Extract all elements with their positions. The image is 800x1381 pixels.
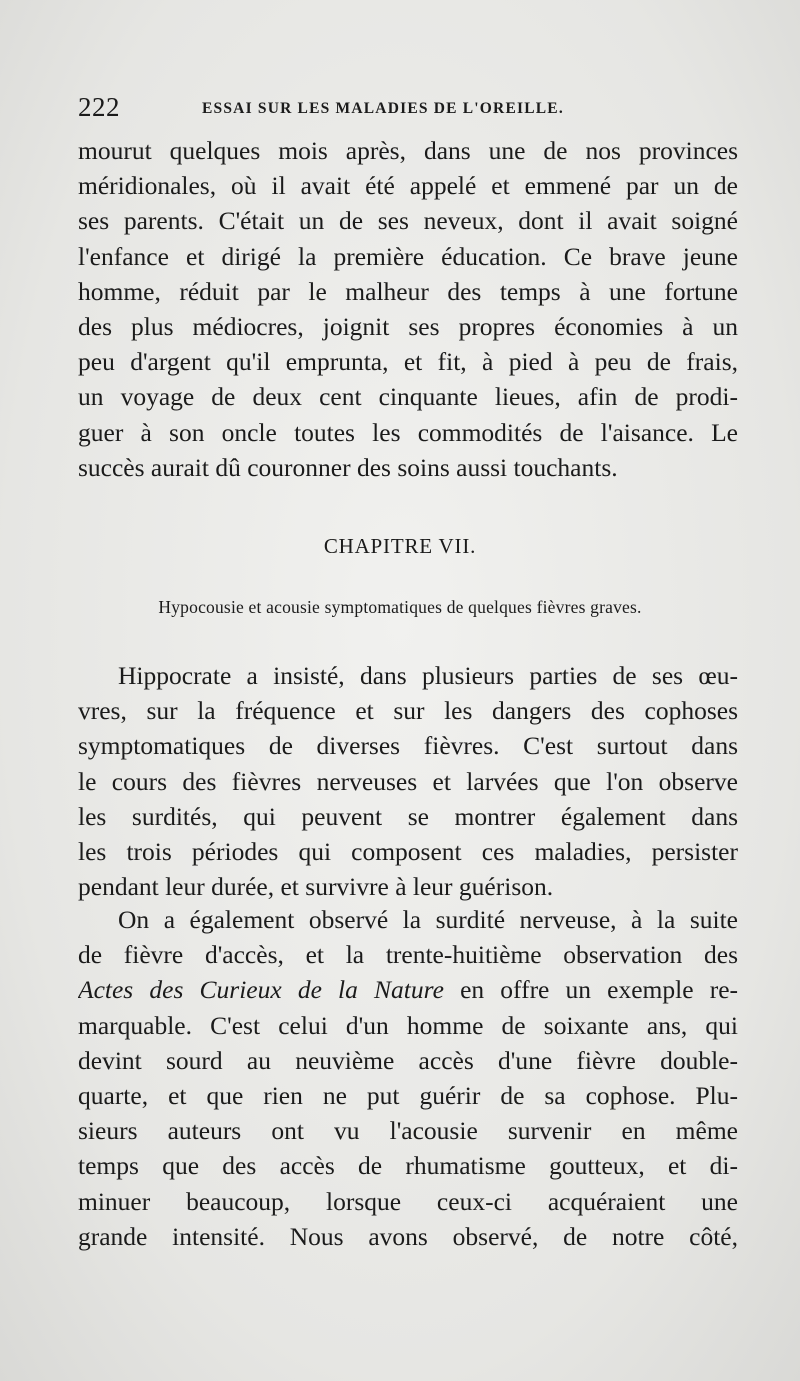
text-run: en offre un exemple re-: [443, 975, 738, 1005]
text-line: quarte, et que rien ne put guérir de sa cophose. Plu-: [78, 1081, 738, 1111]
text-line: grande intensité. Nous avons observé, de notre côté,: [78, 1221, 738, 1251]
italic-title: Actes des Curieux de la Nature: [78, 975, 444, 1005]
text-line: sieurs auteurs ont vu l'acousie survenir en même: [78, 1116, 738, 1146]
text-line: les trois périodes qui composent ces maladies, persister: [78, 837, 738, 867]
text-line: vres, sur la fréquence et sur les dangers des cophoses: [78, 696, 738, 726]
text-line: guer à son oncle toutes les commodités de l'aisance. Le: [78, 417, 738, 447]
text-line: peu d'argent qu'il emprunta, et fit, à pied à peu de frais,: [78, 347, 738, 377]
text-line: On a également observé la surdité nerveuse, à la suite: [118, 905, 738, 934]
page-number: 222: [78, 92, 120, 122]
text-line: les surdités, qui peuvent se montrer également dans: [78, 801, 738, 831]
running-title: ESSAI SUR LES MALADIES DE L'OREILLE.: [202, 100, 564, 117]
text-line: devint sourd au neuvième accès d'une fièvre double-: [78, 1045, 738, 1075]
text-line: des plus médiocres, joignit ses propres économies à un: [78, 312, 738, 342]
text-line: pendant leur durée, et survivre à leur guérison.: [78, 872, 554, 902]
paragraph-continued: [78, 133, 738, 485]
text-line: minuer beaucoup, lorsque ceux-ci acquéraient une: [78, 1186, 738, 1216]
text-line: méridionales, où il avait été appelé et emmené par un de: [78, 171, 738, 201]
text-line: l'enfance et dirigé la première éducation. Ce brave jeune: [78, 241, 738, 271]
text-line: de fièvre d'accès, et la trente-huitième observation des: [78, 940, 738, 970]
running-header: [78, 92, 738, 122]
paragraph-surdite-nerveuse: [78, 902, 738, 1254]
text-line: mourut quelques mois après, dans une de nos provinces: [78, 136, 738, 165]
text-line: le cours des fièvres nerveuses et larvées que l'on observe: [78, 766, 738, 796]
chapter-subtitle: Hypocousie et acousie symptomatiques de quelques fièvres graves.: [158, 597, 642, 617]
text-line: Hippocrate a insisté, dans plusieurs parties de ses œu-: [118, 661, 738, 690]
text-line: homme, réduit par le malheur des temps à une fortune: [78, 276, 738, 306]
paragraph-hippocrate: [78, 658, 738, 904]
text-line: un voyage de deux cent cinquante lieues, afin de prodi-: [78, 382, 738, 412]
text-line: ses parents. C'était un de ses neveux, dont il avait soigné: [78, 206, 738, 236]
text-line: [78, 972, 738, 1007]
text-line: succès aurait dû couronner des soins aussi touchants.: [78, 452, 618, 482]
text-line: symptomatiques de diverses fièvres. C'est surtout dans: [78, 731, 738, 761]
text-line: marquable. C'est celui d'un homme de soixante ans, qui: [78, 1010, 738, 1040]
chapter-heading: CHAPITRE VII.: [323, 534, 477, 558]
text-line: temps que des accès de rhumatisme goutteux, et di-: [78, 1151, 738, 1181]
